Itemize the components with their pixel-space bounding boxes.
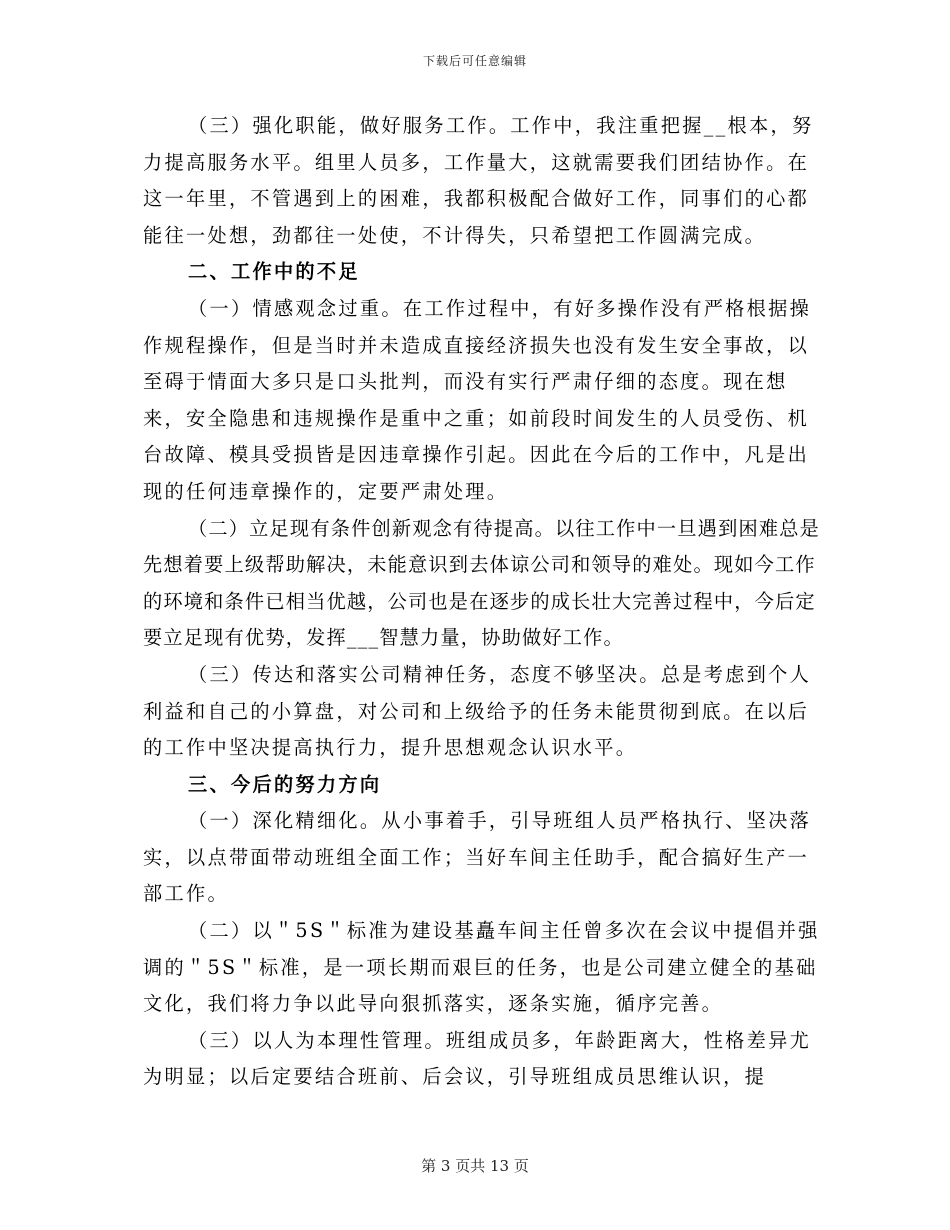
paragraph-refinement: （一）深化精细化。从小事着手，引导班组人员严格执行、坚决落实，以点带面带动班组全面工作；当好车间主任助手，配合搞好生产一部工作。 [143, 809, 812, 906]
section-heading-shortcomings: 二、工作中的不足 [188, 260, 360, 284]
document-body [143, 108, 823, 1096]
paragraph-emotional-concepts: （一）情感观念过重。在工作过程中，有好多操作没有严格根据操作规程操作，但是当时并未造成直接经济损失也没有发生安全事故，以至碍于情面大多只是口头批判，而没有实行严肃仔细的态度。现在想来，安全隐患和违规操作是重中之重；如前段时间发生的人员受伤、机台故障、模具受损皆是因违章操作引起。因此在今后的工作中，凡是出现的任何违章操作的，定要严肃处理。 [143, 296, 812, 503]
page-header: 下载后可任意编辑 [422, 54, 527, 68]
section-heading-future-direction: 三、今后的努力方向 [188, 772, 382, 796]
paragraph-strengthen-functions: （三）强化职能，做好服务工作。工作中，我注重把握__根本，努力提高服务水平。组里人员多，工作量大，这就需要我们团结协作。在这一年里，不管遇到上的困难，我都积极配合做好工作，同事们的心都能往一处想，劲都往一处使，不计得失，只希望把工作圆满完成。 [143, 114, 814, 247]
page-number-footer: 第 3 页共 13 页 [421, 1157, 529, 1175]
paragraph-5s-standard: （二）以＂5S＂标准为建设基矗车间主任曾多次在会议中提倡并强调的＂5S＂标准，是一项长期而艰巨的任务，也是公司建立健全的基础文化，我们将力争以此导向狠抓落实，逐条实施，循序完善。 [143, 919, 820, 1016]
paragraph-people-oriented: （三）以人为本理性管理。班组成员多，年龄距离大，性格差异尤为明显；以后定要结合班前、后会议，引导班组成员思维认识，提 [143, 1028, 812, 1089]
paragraph-communication: （三）传达和落实公司精神任务，态度不够坚决。总是考虑到个人利益和自己的小算盘，对公司和上级给予的任务未能贯彻到底。在以后的工作中坚决提高执行力，提升思想观念认识水平。 [143, 662, 812, 760]
paragraph-innovation: （二）立足现有条件创新观念有待提高。以往工作中一旦遇到困难总是先想着要上级帮助解决，未能意识到去体谅公司和领导的难处。现如今工作的环境和条件已相当优越，公司也是在逐步的成长壮大完善过程中，今后定要立足现有优势，发挥___智慧力量，协助做好工作。 [143, 516, 821, 650]
